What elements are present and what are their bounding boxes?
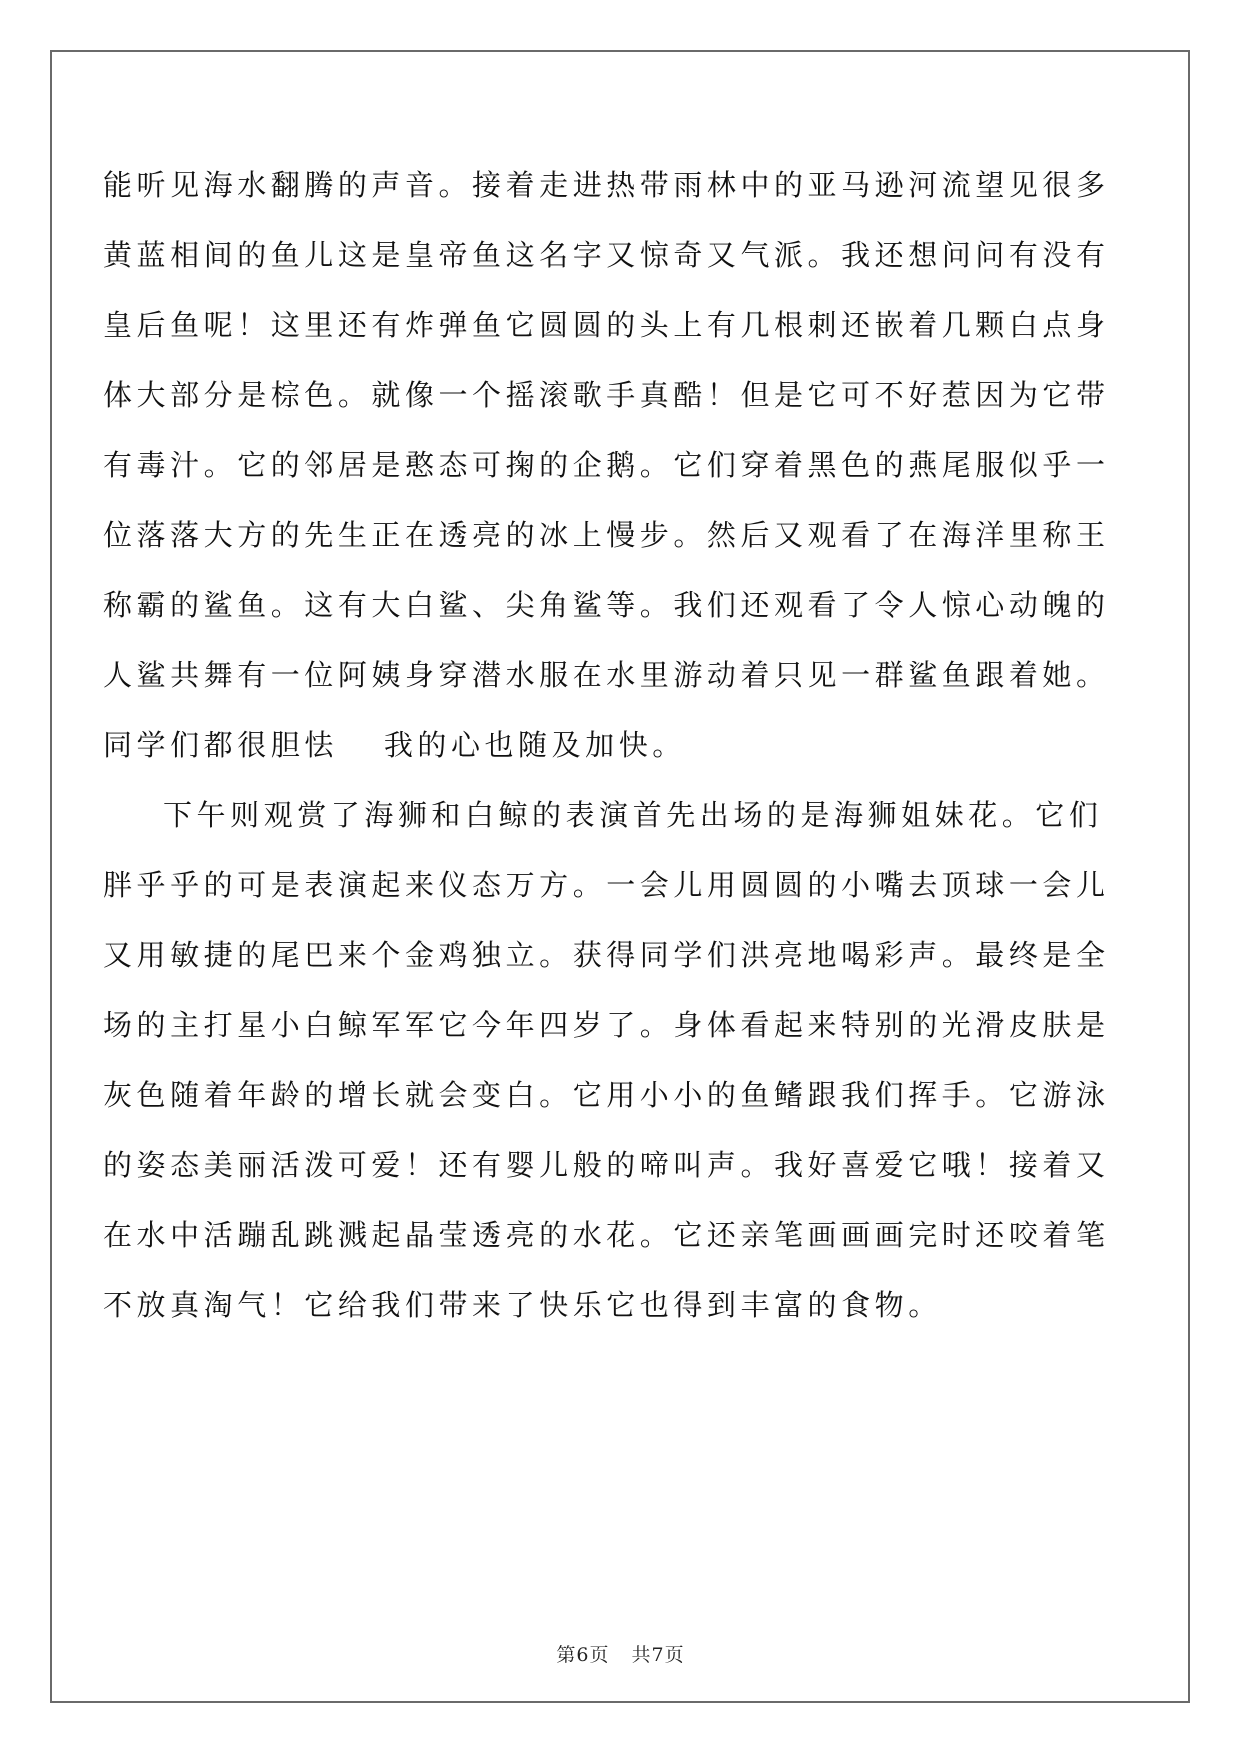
text-line: 能听见海水翻腾的声音。接着走进热带雨林中的亚马逊河流望见很多: [103, 168, 1110, 202]
text-line: 又用敏捷的尾巴来个金鸡独立。获得同学们洪亮地喝彩声。最终是全: [103, 938, 1110, 972]
text-line: 胖乎乎的可是表演起来仪态万方。一会儿用圆圆的小嘴去顶球一会儿: [103, 868, 1110, 902]
text-segment: 同学们都很胆怯: [103, 728, 338, 762]
text-line: 皇后鱼呢！这里还有炸弹鱼它圆圆的头上有几根刺还嵌着几颗白点身: [103, 308, 1110, 342]
text-line: 场的主打星小白鲸军军它今年四岁了。身体看起来特别的光滑皮肤是: [103, 1008, 1110, 1042]
text-line: 体大部分是棕色。就像一个摇滚歌手真酷！但是它可不好惹因为它带: [103, 378, 1110, 412]
text-segment: 我的心也随及加快。: [383, 728, 686, 762]
text-line: 在水中活蹦乱跳溅起晶莹透亮的水花。它还亲笔画画画完时还咬着笔: [103, 1218, 1110, 1252]
text-line: 黄蓝相间的鱼儿这是皇帝鱼这名字又惊奇又气派。我还想问问有没有: [103, 238, 1110, 272]
paragraph-first-line: 下午则观赏了海狮和白鲸的表演首先出场的是海狮姐妹花。它们: [163, 798, 1103, 832]
page-footer: [0, 1640, 1241, 1667]
text-line: 不放真淘气！它给我们带来了快乐它也得到丰富的食物。: [103, 1288, 942, 1322]
text-line: 人鲨共舞有一位阿姨身穿潜水服在水里游动着只见一群鲨鱼跟着她。: [103, 658, 1110, 692]
page-total: 共7页: [631, 1644, 685, 1666]
text-line: 称霸的鲨鱼。这有大白鲨、尖角鲨等。我们还观看了令人惊心动魄的: [103, 588, 1110, 622]
text-line: 灰色随着年龄的增长就会变白。它用小小的鱼鳍跟我们挥手。它游泳: [103, 1078, 1110, 1112]
text-line-split: [103, 710, 1107, 780]
text-line: 有毒汁。它的邻居是憨态可掬的企鹅。它们穿着黑色的燕尾服似乎一: [103, 448, 1110, 482]
document-body: [103, 150, 1110, 1340]
page-number: 第6页: [556, 1644, 610, 1666]
text-line: 的姿态美丽活泼可爱！还有婴儿般的啼叫声。我好喜爱它哦！接着又: [103, 1148, 1110, 1182]
text-line: 位落落大方的先生正在透亮的冰上慢步。然后又观看了在海洋里称王: [103, 518, 1110, 552]
